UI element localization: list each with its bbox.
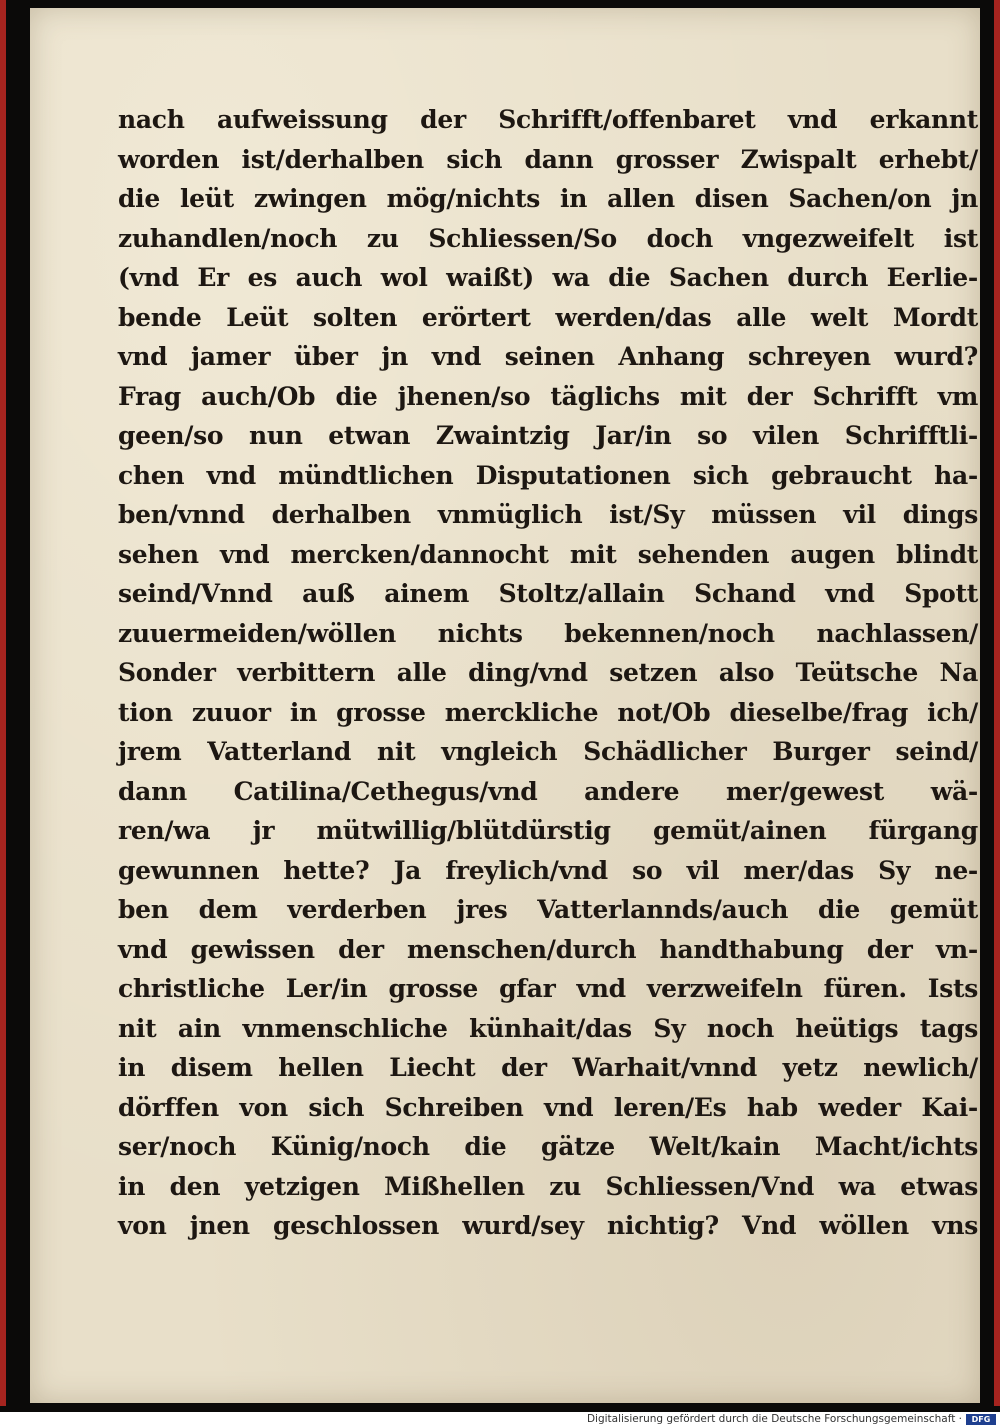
text-line: jrem Vatterland nit vngleich Schädlicher Burger seind/ — [118, 737, 978, 766]
text-line: ser/noch Künig/noch die gätze Welt/kain Macht/ichts — [118, 1132, 978, 1161]
text-line: christliche Ler/in grosse gfar vnd verzweifeln füren. Ists — [118, 974, 978, 1003]
text-line: vnd gewissen der menschen/durch handthabung der vn- — [118, 934, 978, 964]
text-line: zuhandlen/noch zu Schliessen/So doch vngezweifelt ist — [118, 223, 978, 253]
text-line: sehen vnd mercken/dannocht mit sehenden augen blindt — [118, 539, 978, 569]
text-line: vnd jamer über jn vnd seinen Anhang schreyen wurd? — [118, 342, 978, 371]
binding-edge-right — [994, 0, 1000, 1406]
text-line: worden ist/derhalben sich dann grosser Zwispalt erhebt/ — [118, 144, 978, 174]
text-line: bende Leüt solten erörtert werden/das alle welt Mordt — [118, 302, 978, 332]
text-line: chen vnd mündtlichen Disputationen sich gebraucht ha- — [118, 460, 978, 490]
text-line: dörffen von sich Schreiben vnd leren/Es hab weder Kai- — [118, 1092, 978, 1122]
footer-credit: Digitalisierung gefördert durch die Deutsche Forschungsgemeinschaft · — [586, 1413, 962, 1425]
text-block — [118, 100, 978, 1246]
text-line: ren/wa jr mütwillig/blütdürstig gemüt/ainen fürgang — [118, 816, 978, 845]
text-line: tion zuuor in grosse merckliche not/Ob dieselbe/frag ich/ — [118, 697, 978, 727]
text-line: dann Catilina/Cethegus/vnd andere mer/gewest wä- — [118, 776, 978, 806]
text-line: (vnd Er es auch wol waißt) wa die Sachen durch Eerlie- — [118, 263, 978, 292]
text-line: seind/Vnnd auß ainem Stoltz/allain Schand vnd Spott — [118, 579, 978, 608]
text-line: Sonder verbittern alle ding/vnd setzen also Teütsche Na — [118, 658, 978, 687]
page-paper — [30, 8, 980, 1403]
text-line: nit ain vnmenschliche künhait/das Sy noch heütigs tags — [118, 1013, 978, 1043]
text-line: Frag auch/Ob die jhenen/so täglichs mit der Schrifft vm — [118, 381, 978, 411]
text-line: von jnen geschlossen wurd/sey nichtig? Vnd wöllen vns — [118, 1211, 978, 1240]
text-line: in disem hellen Liecht der Warhait/vnnd yetz newlich/ — [118, 1053, 978, 1082]
text-line: die leüt zwingen mög/nichts in allen disen Sachen/on jn — [118, 184, 978, 213]
text-line: ben dem verderben jres Vatterlannds/auch die gemüt — [118, 895, 978, 924]
text-line: zuuermeiden/wöllen nichts bekennen/noch nachlassen/ — [118, 618, 978, 648]
text-line: geen/so nun etwan Zwaintzig Jar/in so vilen Schrifftli- — [118, 421, 978, 450]
text-line: nach aufweissung der Schrifft/offenbaret vnd erkannt — [118, 105, 978, 134]
text-line: ben/vnnd derhalben vnmüglich ist/Sy müssen vil dings — [118, 500, 978, 529]
text-line: in den yetzigen Mißhellen zu Schliessen/Vnd wa etwas — [118, 1171, 978, 1201]
dfg-logo: DFG — [966, 1414, 996, 1425]
binding-edge-left — [0, 0, 6, 1406]
text-line: gewunnen hette? Ja freylich/vnd so vil mer/das Sy ne- — [118, 855, 978, 885]
footer-bar — [0, 1412, 1000, 1426]
